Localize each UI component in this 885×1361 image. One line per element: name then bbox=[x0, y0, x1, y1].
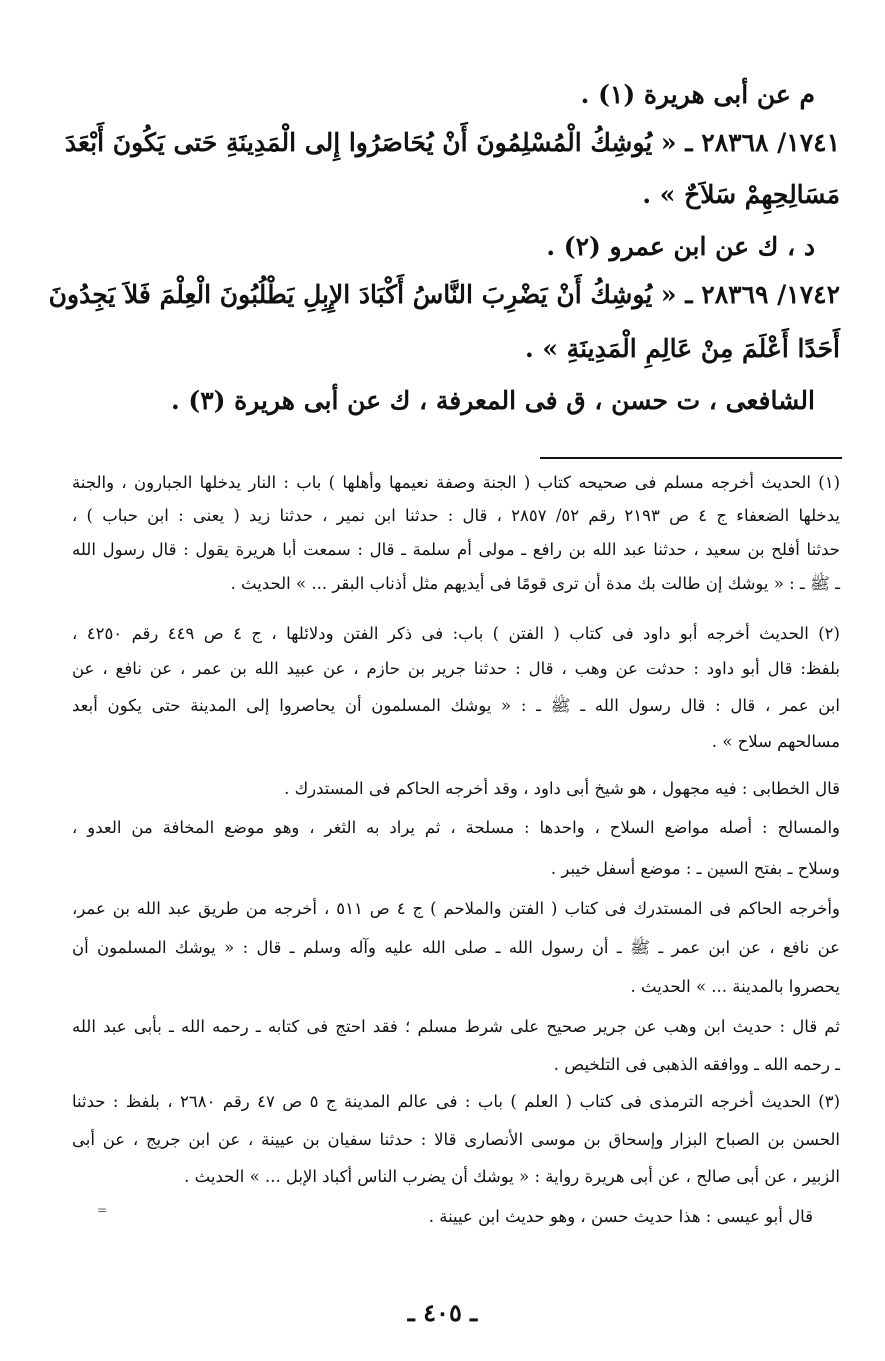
hadith-1741-line-1: ١٧٤١/ ٢٨٣٦٨ ـ « يُوشِكُ الْمُسْلِمُونَ أَنْ يُحَاصَرُوا إِلى الْمَدِينَةِ حَتى يَكُونَ أَبْعَدَ bbox=[64, 128, 840, 157]
footnote-2-line-5: قال الخطابى : فيه مجهول ، هو شيخ أبى داود ، وقد أخرجه الحاكم فى المستدرك . bbox=[284, 779, 840, 798]
footnote-3-line-1: (٣) الحديث أخرجه الترمذى فى كتاب ( العلم ) باب : فى عالم المدينة ج ٥ ص ٤٧ رقم ٢٦٨٠ ، بلفظ : حدثنا bbox=[72, 1092, 840, 1111]
main-line-1: م عن أبى هريرة (١) . bbox=[580, 80, 815, 109]
hadith-1741-line-2: مَسَالِحِهِمْ سَلاَحٌ » . bbox=[642, 180, 840, 209]
footnote-2-line-12: ـ رحمه الله ـ ووافقه الذهبى فى التلخيص . bbox=[553, 1055, 840, 1074]
footnote-2-line-2: بلفظ: قال أبو داود : حدثت عن وهب ، قال : حدثنا جرير بن حازم ، عن عبيد الله بن عمر ، عن نافع ، عن bbox=[72, 659, 840, 678]
footnote-2-line-8: وأخرجه الحاكم فى المستدرك فى كتاب ( الفتن والملاحم ) ج ٤ ص ٥١١ ، أخرجه من طريق عبد الله بن عمر، bbox=[72, 899, 840, 918]
hadith-1742-line-2: أَحَدًا أَعْلَمَ مِنْ عَالِمِ الْمَدِينَةِ » . bbox=[524, 334, 840, 363]
footnote-1-line-1: (١) الحديث أخرجه مسلم فى صحيحه كتاب ( الجنة وصفة نعيمها وأهلها ) باب : النار يدخلها الجبارون ، والجنة bbox=[72, 473, 840, 492]
footnote-3-line-3: الزبير ، عن أبى صالح ، عن أبى هريرة رواية : « يوشك أن يضرب الناس أكباد الإبل ... » الحديث . bbox=[184, 1167, 840, 1186]
footnote-3-line-4: قال أبو عيسى : هذا حديث حسن ، وهو حديث ابن عيينة . bbox=[428, 1207, 813, 1226]
stray-mark: = bbox=[97, 1203, 108, 1217]
main-line-source-2: د ، ك عن ابن عمرو (٢) . bbox=[546, 232, 815, 261]
main-line-source-3: الشافعى ، ت حسن ، ق فى المعرفة ، ك عن أبى هريرة (٣) . bbox=[170, 386, 815, 415]
hadith-1742-line-1: ١٧٤٢/ ٢٨٣٦٩ ـ « يُوشِكُ أَنْ يَضْرِبَ النَّاسُ أَكْبَادَ الإِبِلِ يَطْلُبُونَ الْعِلْمَ فَلاَ يَجِدُونَ bbox=[48, 280, 840, 309]
footnote-2-line-11: ثم قال : حديث ابن وهب عن جرير صحيح على شرط مسلم ؛ فقد احتج فى كتابه ـ رحمه الله ـ بأبى عبد الله bbox=[72, 1017, 840, 1036]
footnote-3-line-2: الحسن بن الصباح البزار وإسحاق بن موسى الأنصارى قالا : حدثنا سفيان بن عيينة ، عن ابن جريج ، عن أبى bbox=[72, 1130, 840, 1149]
page-number: ـ ٤٠٥ ـ bbox=[407, 1298, 478, 1327]
footnote-2-line-7: وسلاح ـ بفتح السين ـ : موضع أسفل خيبر . bbox=[550, 859, 840, 878]
footnote-2-line-6: والمسالح : أصله مواضع السلاح ، واحدها : مسلحة ، ثم يراد به الثغر ، وهو موضع المخافة من العدو ، bbox=[72, 818, 840, 837]
footnote-2-line-1: (٢) الحديث أخرجه أبو داود فى كتاب ( الفتن ) باب: فى ذكر الفتن ودلائلها ، ج ٤ ص ٤٤٩ رقم ٤٢٥٠ ، bbox=[72, 624, 840, 643]
footnote-2-line-4: مسالحهم سلاح » . bbox=[711, 732, 840, 751]
footnote-1-line-3: حدثنا أفلح بن سعيد ، حدثنا عبد الله بن رافع ـ مولى أم سلمة ـ قال : سمعت أبا هريرة يقول : قال رسول الله bbox=[72, 540, 840, 559]
footnote-separator bbox=[540, 457, 842, 459]
footnote-2-line-9: عن نافع ، عن ابن عمر ـ ﷺ ـ أن رسول الله ـ صلى الله عليه وآله وسلم ـ قال : « يوشك المسلمون أن bbox=[72, 938, 840, 957]
footnote-1-line-2: يدخلها الضعفاء ج ٤ ص ٢١٩٣ رقم ٥٢/ ٢٨٥٧ ، قال : حدثنا ابن نمير ، حدثنا زيد ( يعنى : ابن حباب ) ، bbox=[72, 506, 840, 525]
footnote-1-line-4: ـ ﷺ ـ : « يوشك إن طالت بك مدة أن ترى قومًا فى أيديهم مثل أذناب البقر ... » الحديث . bbox=[230, 574, 840, 593]
footnote-2-line-10: يحصروا بالمدينة ... » الحديث . bbox=[630, 977, 840, 996]
footnote-2-line-3: ابن عمر ، قال : قال رسول الله ـ ﷺ ـ : « يوشك المسلمون أن يحاصروا إلى المدينة حتى يكون أبعد bbox=[72, 696, 840, 715]
